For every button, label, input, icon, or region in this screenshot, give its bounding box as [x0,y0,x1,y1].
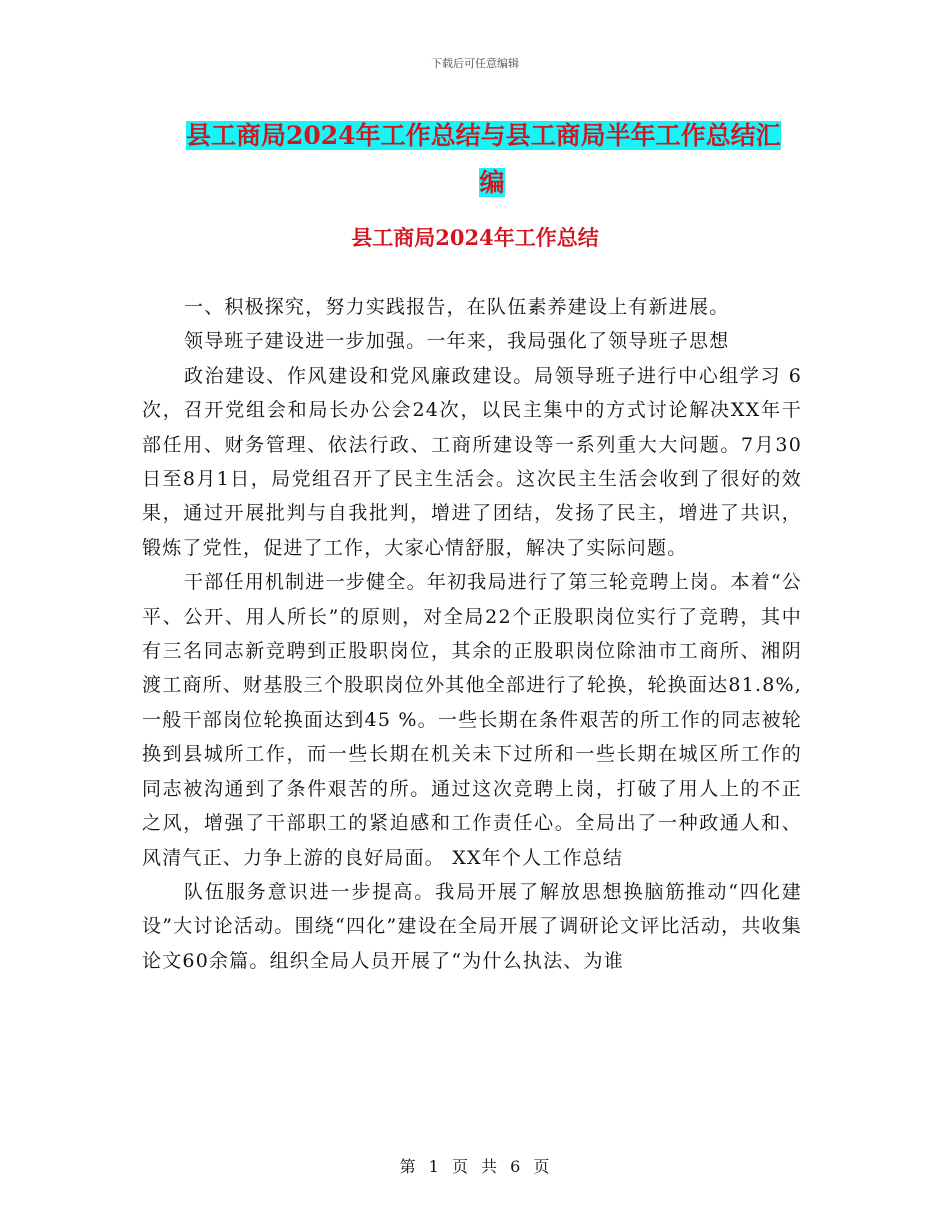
header-note: 下载后可任意编辑 [431,57,519,70]
title-line-2: 编 [479,168,505,197]
document-title [186,112,816,206]
paragraph-1: 一、积极探究，努力实践报告，在队伍素养建设上有新进展。 [184,296,730,318]
title-line-1: 县工商局2024年工作总结与县工商局半年工作总结汇 [186,121,781,150]
section-subtitle: 县工商局2024年工作总结 [351,225,599,250]
paragraph-4: 干部任用机制进一步健全。年初我局进行了第三轮竞聘上岗。本着“公平、公开、用人所长”的原则，对全局22个正股职岗位实行了竞聘，其中有三名同志新竞聘到正股职岗位，其余的正股职岗位除油市工商所、湘阴渡工商所、财基股三个股职岗位外其他全部进行了轮换，轮换面达81.8%,一般干部岗位轮换面达到45 %。一些长期在条件艰苦的所工作的同志被轮换到县城所工作，而一些长期在机关未下过所和一些长期在城区所工作的同志被沟通到了条件艰苦的所。通过这次竞聘上岗，打破了用人上的不正之风，增强了干部职工的紧迫感和工作责任心。全局出了一种政通人和、风清气正、力争上游的良好局面。 XX年个人工作总结 [142,571,802,869]
paragraph-3: 政治建设、作风建设和党风廉政建设。局领导班子进行中心组学习 6 次，召开党组会和局长办公会24次，以民主集中的方式讨论解决XX年干部任用、财务管理、依法行政、工商所建设等一系列重大大问题。7月30日至8月1日，局党组召开了民主生活会。这次民主生活会收到了很好的效果，通过开展批判与自我批判，增进了团结，发扬了民主，增进了共识，锻炼了党性，促进了工作，大家心情舒服，解决了实际问题。 [142,364,802,559]
paragraph-2: 领导班子建设进一步加强。一年来，我局强化了领导班子思想 [184,330,730,353]
paragraph-5: 队伍服务意识进一步提高。我局开展了解放思想换脑筋推动“四化建设”大讨论活动。围绕“四化”建设在全局开展了调研论文评比活动，共收集论文60余篇。组织全局人员开展了“为什么执法、为谁 [142,880,802,972]
body-text [142,290,802,978]
page-footer: 第 1 页 共 6 页 [399,1157,551,1176]
